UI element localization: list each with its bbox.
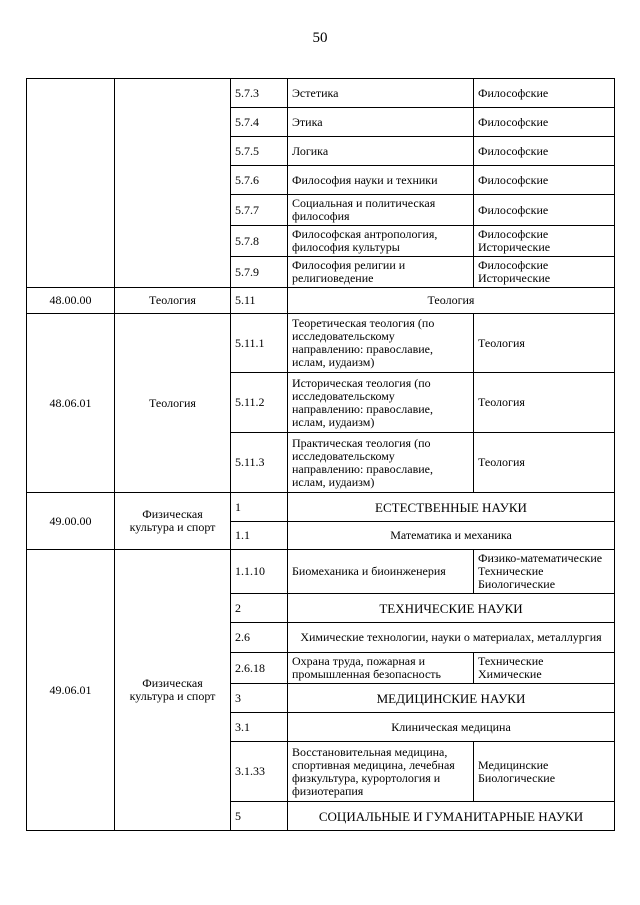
specialty-number: 3.1.33 [231,742,288,802]
specialty-number: 5.7.6 [231,166,288,195]
specialty-number: 1.1.10 [231,550,288,594]
direction-code [27,79,115,288]
science-branches [474,550,615,594]
specialty-name: Биомеханика и биоинженерия [288,550,474,594]
science-branch: Теология [478,335,525,350]
science-branches [474,79,615,108]
science-branch: Теология [478,395,525,409]
specialty-name: Теоретическая теология (по исследовательскому направлению: православие, ислам, иудаизм) [288,314,474,373]
direction-code: 48.00.00 [27,288,115,314]
science-branch: Химические [478,667,542,681]
science-branch: Философские [478,202,549,217]
science-branch: Философские [478,85,549,100]
science-branches [474,653,615,684]
specialty-name: Историческая теология (по исследовательскому направлению: православие, ислам, иудаизм) [288,373,474,433]
direction-name [115,79,231,288]
direction-name: Теология [115,288,231,314]
specialty-name: Восстановительная медицина, спортивная медицина, лечебная физкультура, курортология и физиотерапия [288,742,474,802]
specialty-number: 5.11.2 [231,373,288,433]
science-branch: Медицинские [478,757,549,772]
science-branches [474,314,615,373]
specialty-name: Философия религии и религиоведение [288,257,474,288]
specialty-name: Философия науки и техники [288,166,474,195]
specialty-number: 2.6 [231,623,288,653]
specialty-number: 5.11.3 [231,433,288,493]
specialty-number: 5.7.8 [231,226,288,257]
table-row [27,550,615,594]
science-branches [474,137,615,166]
direction-name: Физическая культура и спорт [115,550,231,831]
science-branch: Технические [478,654,544,668]
science-branch: Философские [478,143,549,158]
specialty-name: Практическая теология (по исследовательскому направлению: православие, ислам, иудаизм) [288,433,474,493]
specialty-number: 5.7.3 [231,79,288,108]
group-heading: ЕСТЕСТВЕННЫЕ НАУКИ [288,493,615,522]
science-branches [474,108,615,137]
group-heading: МЕДИЦИНСКИЕ НАУКИ [288,684,615,713]
science-branches [474,742,615,802]
specialty-name: Логика [288,137,474,166]
specialty-number: 5.7.4 [231,108,288,137]
direction-code: 48.06.01 [27,314,115,493]
specialty-number: 3.1 [231,713,288,742]
science-branches [474,195,615,226]
science-branches [474,166,615,195]
specialty-number: 5.11.1 [231,314,288,373]
specialty-number: 3 [231,684,288,713]
specialty-number: 2 [231,594,288,623]
science-branch: Философские [478,114,549,129]
specialty-name: Охрана труда, пожарная и промышленная безопасность [288,653,474,684]
specialty-number: 5.7.5 [231,137,288,166]
science-branch: Философские [478,227,549,241]
group-heading: Клиническая медицина [288,713,615,742]
specialty-number: 5.11 [231,288,288,314]
science-branch: Философские [478,258,549,272]
specialty-table [26,78,615,831]
page-number: 50 [312,30,328,46]
group-heading: СОЦИАЛЬНЫЕ И ГУМАНИТАРНЫЕ НАУКИ [288,802,615,831]
science-branches [474,373,615,433]
specialty-name: Эстетика [288,79,474,108]
science-branches [474,433,615,493]
direction-name: Теология [115,314,231,493]
science-branch: Биологические [478,577,556,591]
specialty-name: Этика [288,108,474,137]
specialty-number: 1 [231,493,288,522]
table-row [27,493,615,522]
science-branch: Физико-математические [478,551,603,565]
group-heading: ТЕХНИЧЕСКИЕ НАУКИ [288,594,615,623]
science-branch: Технические [478,564,544,578]
group-heading: Математика и механика [288,522,615,550]
science-branches [474,226,615,257]
table-row [27,314,615,373]
group-heading: Химические технологии, науки о материалах, металлургия [288,623,615,653]
science-branch: Теология [478,455,525,469]
table-row [27,288,615,314]
science-branch: Исторические [478,271,551,285]
specialty-number: 5.7.7 [231,195,288,226]
science-branch: Исторические [478,240,551,254]
specialty-number: 2.6.18 [231,653,288,684]
specialty-number: 1.1 [231,522,288,550]
table-row [27,79,615,108]
direction-name: Физическая культура и спорт [115,493,231,550]
direction-code: 49.00.00 [27,493,115,550]
direction-code: 49.06.01 [27,550,115,831]
science-branches [474,257,615,288]
specialty-name: Социальная и политическая философия [288,195,474,226]
group-heading: Теология [288,288,615,314]
science-branch: Философские [478,172,549,187]
specialty-number: 5.7.9 [231,257,288,288]
specialty-number: 5 [231,802,288,831]
specialty-name: Философская антропология, философия культуры [288,226,474,257]
science-branch: Биологические [478,770,556,785]
